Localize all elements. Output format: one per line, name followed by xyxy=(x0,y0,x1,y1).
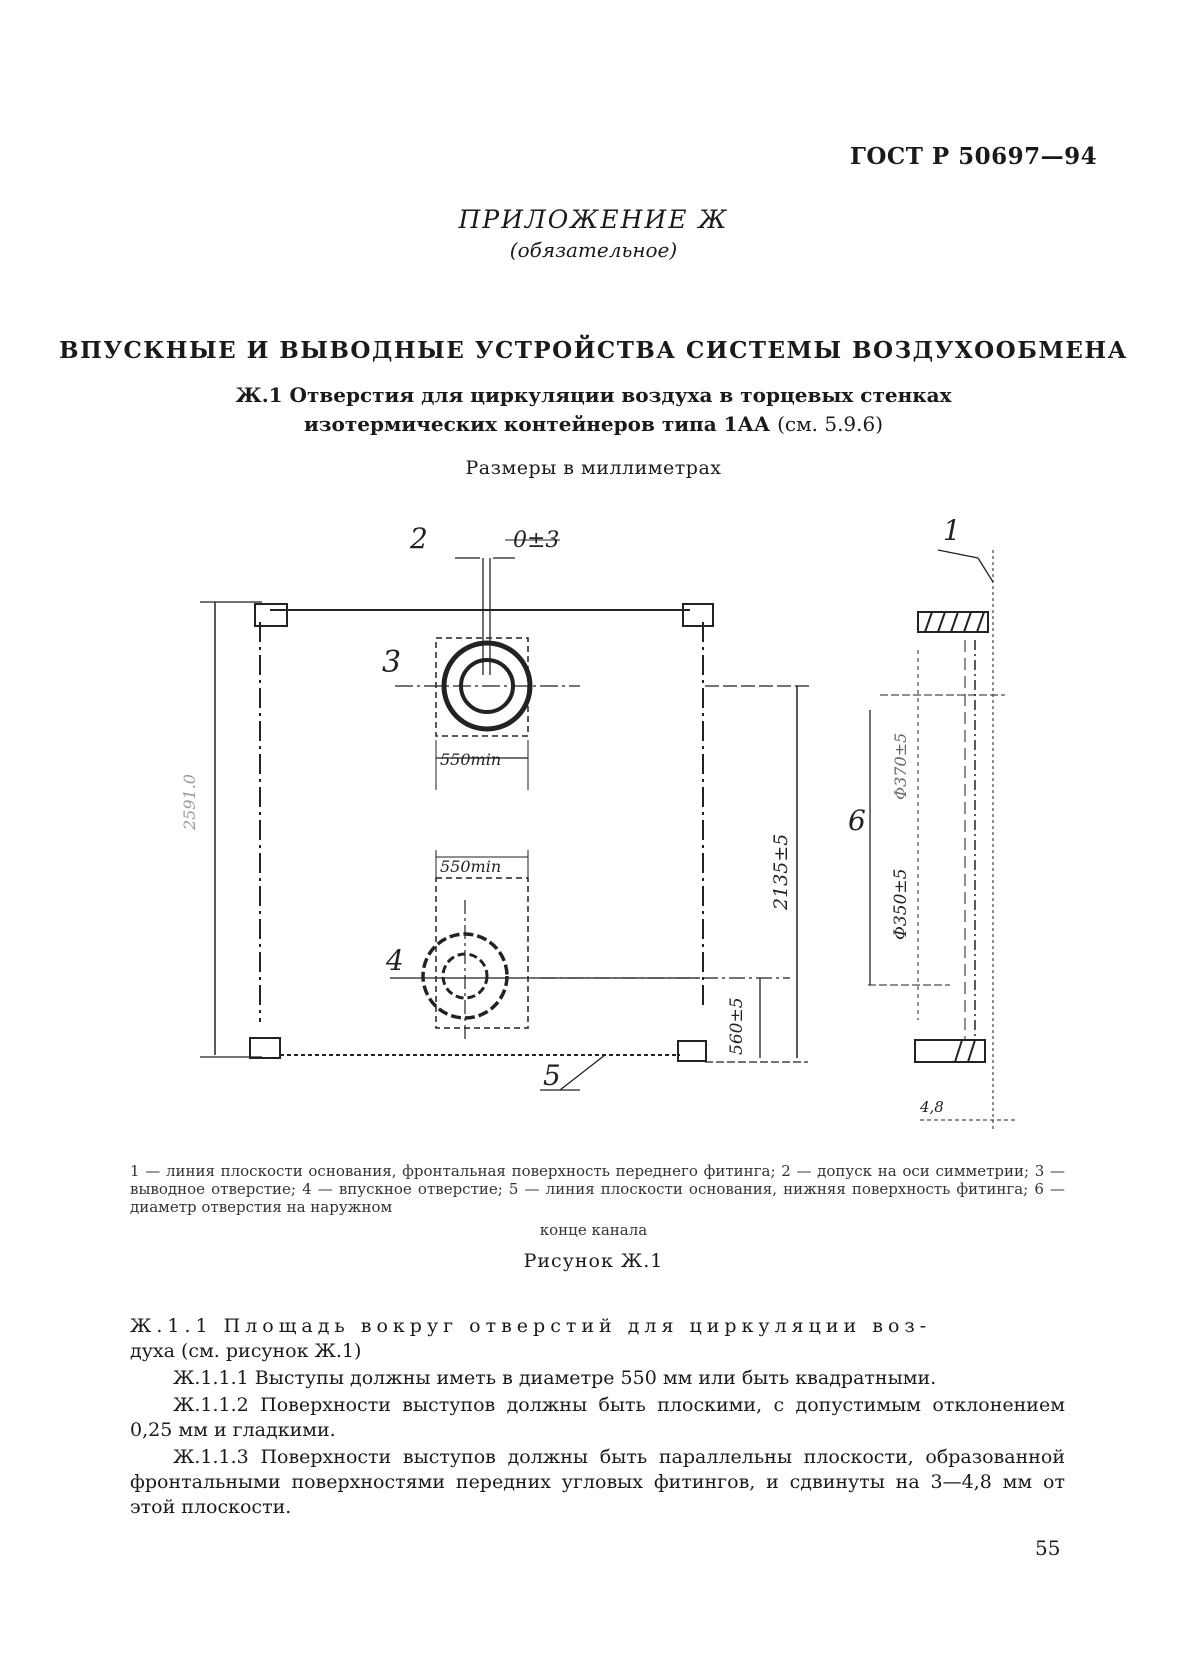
label-square-bottom: 550min xyxy=(440,857,502,876)
paragraph-zh-1-1-2: Ж.1.1.2 Поверхности выступов должны быть плоскими, с допустимым отклонением 0,25 мм и гладкими. xyxy=(130,1394,1065,1441)
label-d350: Φ350±5 xyxy=(891,868,911,940)
appendix-title: ПРИЛОЖЕНИЕ Ж xyxy=(458,205,729,234)
section-title-text: изотермических контейнеров типа 1АА xyxy=(303,412,771,436)
paragraph-zh-1-1-1: Ж.1.1.1 Выступы должны иметь в диаметре 550 мм или быть квадратными. xyxy=(173,1367,937,1389)
section-title-line2 xyxy=(0,412,1187,436)
label-h2135: 2135±5 xyxy=(770,833,792,910)
figure-label: Рисунок Ж.1 xyxy=(523,1250,664,1272)
label-square-top: 550min xyxy=(440,750,502,769)
main-title: ВПУСКНЫЕ И ВЫВОДНЫЕ УСТРОЙСТВА СИСТЕМЫ ВОЗДУХООБМЕНА xyxy=(59,337,1128,364)
section-title-line1: Ж.1 Отверстия для циркуляции воздуха в торцевых стенках xyxy=(235,383,952,407)
label-4: 4 xyxy=(386,944,404,977)
label-3: 3 xyxy=(382,645,402,680)
corner-fitting-bottom-left xyxy=(250,1038,280,1058)
label-h-left: 2591.0 xyxy=(180,774,199,830)
figure-drawing xyxy=(0,500,1187,1160)
label-1: 1 xyxy=(943,514,961,547)
corner-fitting-top-right xyxy=(683,604,713,626)
paragraph-tail: духа (см. рисунок Ж.1) xyxy=(130,1340,362,1362)
label-d370: Φ370±5 xyxy=(891,732,910,800)
dimensions-note: Размеры в миллиметрах xyxy=(465,457,722,479)
page-number: 55 xyxy=(1035,1536,1061,1560)
label-2: 2 xyxy=(410,522,428,555)
paragraph-head: Ж.1.1 Площадь вокруг отверстий для циркуляции воз- xyxy=(130,1315,932,1337)
label-5: 5 xyxy=(543,1059,561,1092)
inlet-square xyxy=(436,878,528,1028)
label-h560: 560±5 xyxy=(727,997,747,1055)
appendix-subtitle: (обязательное) xyxy=(509,238,678,262)
standard-code: ГОСТ Р 50697—94 xyxy=(850,143,1098,170)
paragraph-zh-1-1-3: Ж.1.1.3 Поверхности выступов должны быть параллельны плоскости, образованной фронтальными поверхностями передних угловых фитингов, и сдвинуты на 3—4,8 мм от этой плоскости. xyxy=(130,1446,1065,1518)
paragraph-zh-1-1 xyxy=(130,1314,1065,1364)
section-reference: (см. 5.9.6) xyxy=(777,412,884,436)
label-b43: 4,8 xyxy=(920,1098,944,1116)
label-tolerance: 0±3 xyxy=(513,528,560,553)
label-6: 6 xyxy=(848,804,866,837)
figure-caption-end: конце канала xyxy=(539,1221,648,1239)
figure-caption: 1 — линия плоскости основания, фронтальная поверхность переднего фитинга; 2 — допуск на оси симметрии; 3 — выводное отверстие; 4 — впускное отверстие; 5 — линия плоскости основания, нижняя поверхность фитинга; 6 — диаметр отверстия на наружном xyxy=(130,1162,1065,1216)
corner-fitting-bottom-right xyxy=(678,1041,706,1061)
